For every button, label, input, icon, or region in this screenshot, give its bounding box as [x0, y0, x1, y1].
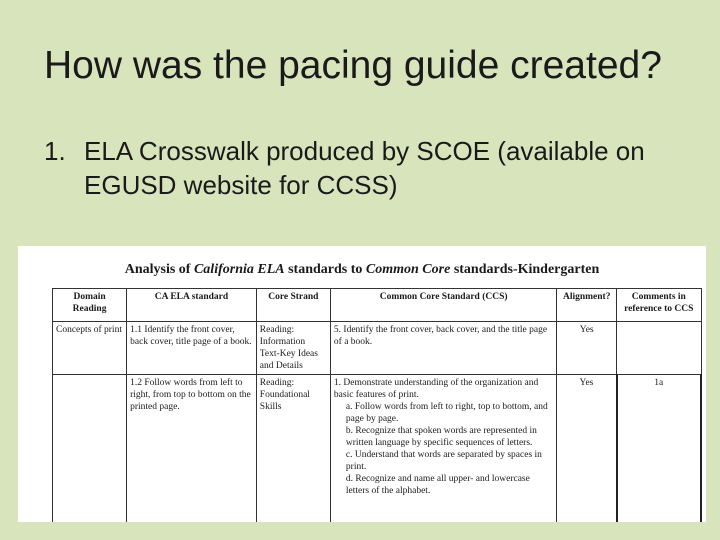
ccs-lead: 1. Demonstrate understanding of the organization and basic features of print. — [333, 378, 539, 400]
bullet-item-1 — [44, 134, 684, 202]
cell-core-strand: Reading: Information Text-Key Ideas and Details — [256, 322, 330, 375]
cell-core-strand: Reading: Foundational Skills — [256, 375, 330, 523]
bullet-text: ELA Crosswalk produced by SCOE (available on EGUSD website for CCSS) — [84, 136, 645, 200]
cell-ccs — [330, 375, 556, 523]
crosswalk-table-image — [18, 246, 706, 522]
header-alignment: Alignment? — [557, 289, 617, 322]
bullet-number: 1. — [44, 136, 66, 166]
cell-ccs — [330, 322, 556, 375]
ccs-sub-list — [334, 401, 553, 497]
cell-ca-standard: 1.2 Follow words from left to right, from top to bottom on the printed page. — [127, 375, 257, 523]
crosswalk-table — [52, 288, 702, 522]
cell-domain — [53, 375, 127, 523]
ccs-sub-item: c. Understand that words are separated by spaces in print. — [345, 450, 542, 472]
ccs-lead: 5. Identify the front cover, back cover, and the title page of a book. — [333, 325, 548, 347]
table-row — [53, 375, 702, 523]
ccs-sub-item: a. Follow words from left to right, top to bottom, and page by page. — [345, 402, 548, 424]
slide-title: How was the pacing guide created? — [44, 44, 662, 87]
cell-alignment: Yes — [557, 375, 617, 523]
table-row — [53, 322, 702, 375]
ccs-sub-item: d. Recognize and name all upper- and lowercase letters of the alphabet. — [345, 474, 530, 496]
header-core-strand: Core Strand — [256, 289, 330, 322]
cell-ca-standard: 1.1 Identify the front cover, back cover, title page of a book. — [127, 322, 257, 375]
cell-alignment: Yes — [557, 322, 617, 375]
cell-comments: 1a — [617, 375, 701, 523]
header-ccs: Common Core Standard (CCS) — [330, 289, 556, 322]
cell-domain: Concepts of print — [53, 322, 127, 375]
table-header-row — [53, 289, 702, 322]
cell-comments — [617, 322, 701, 375]
header-ca-standard: CA ELA standard — [127, 289, 257, 322]
header-comments: Comments in reference to CCS — [617, 289, 701, 322]
ccs-sub-item: b. Recognize that spoken words are represented in written language by specific sequences of letters. — [345, 426, 537, 448]
header-domain: Domain Reading — [53, 289, 127, 322]
table-title: Analysis of California ELA standards to Common Core standards-Kindergarten — [124, 262, 600, 277]
